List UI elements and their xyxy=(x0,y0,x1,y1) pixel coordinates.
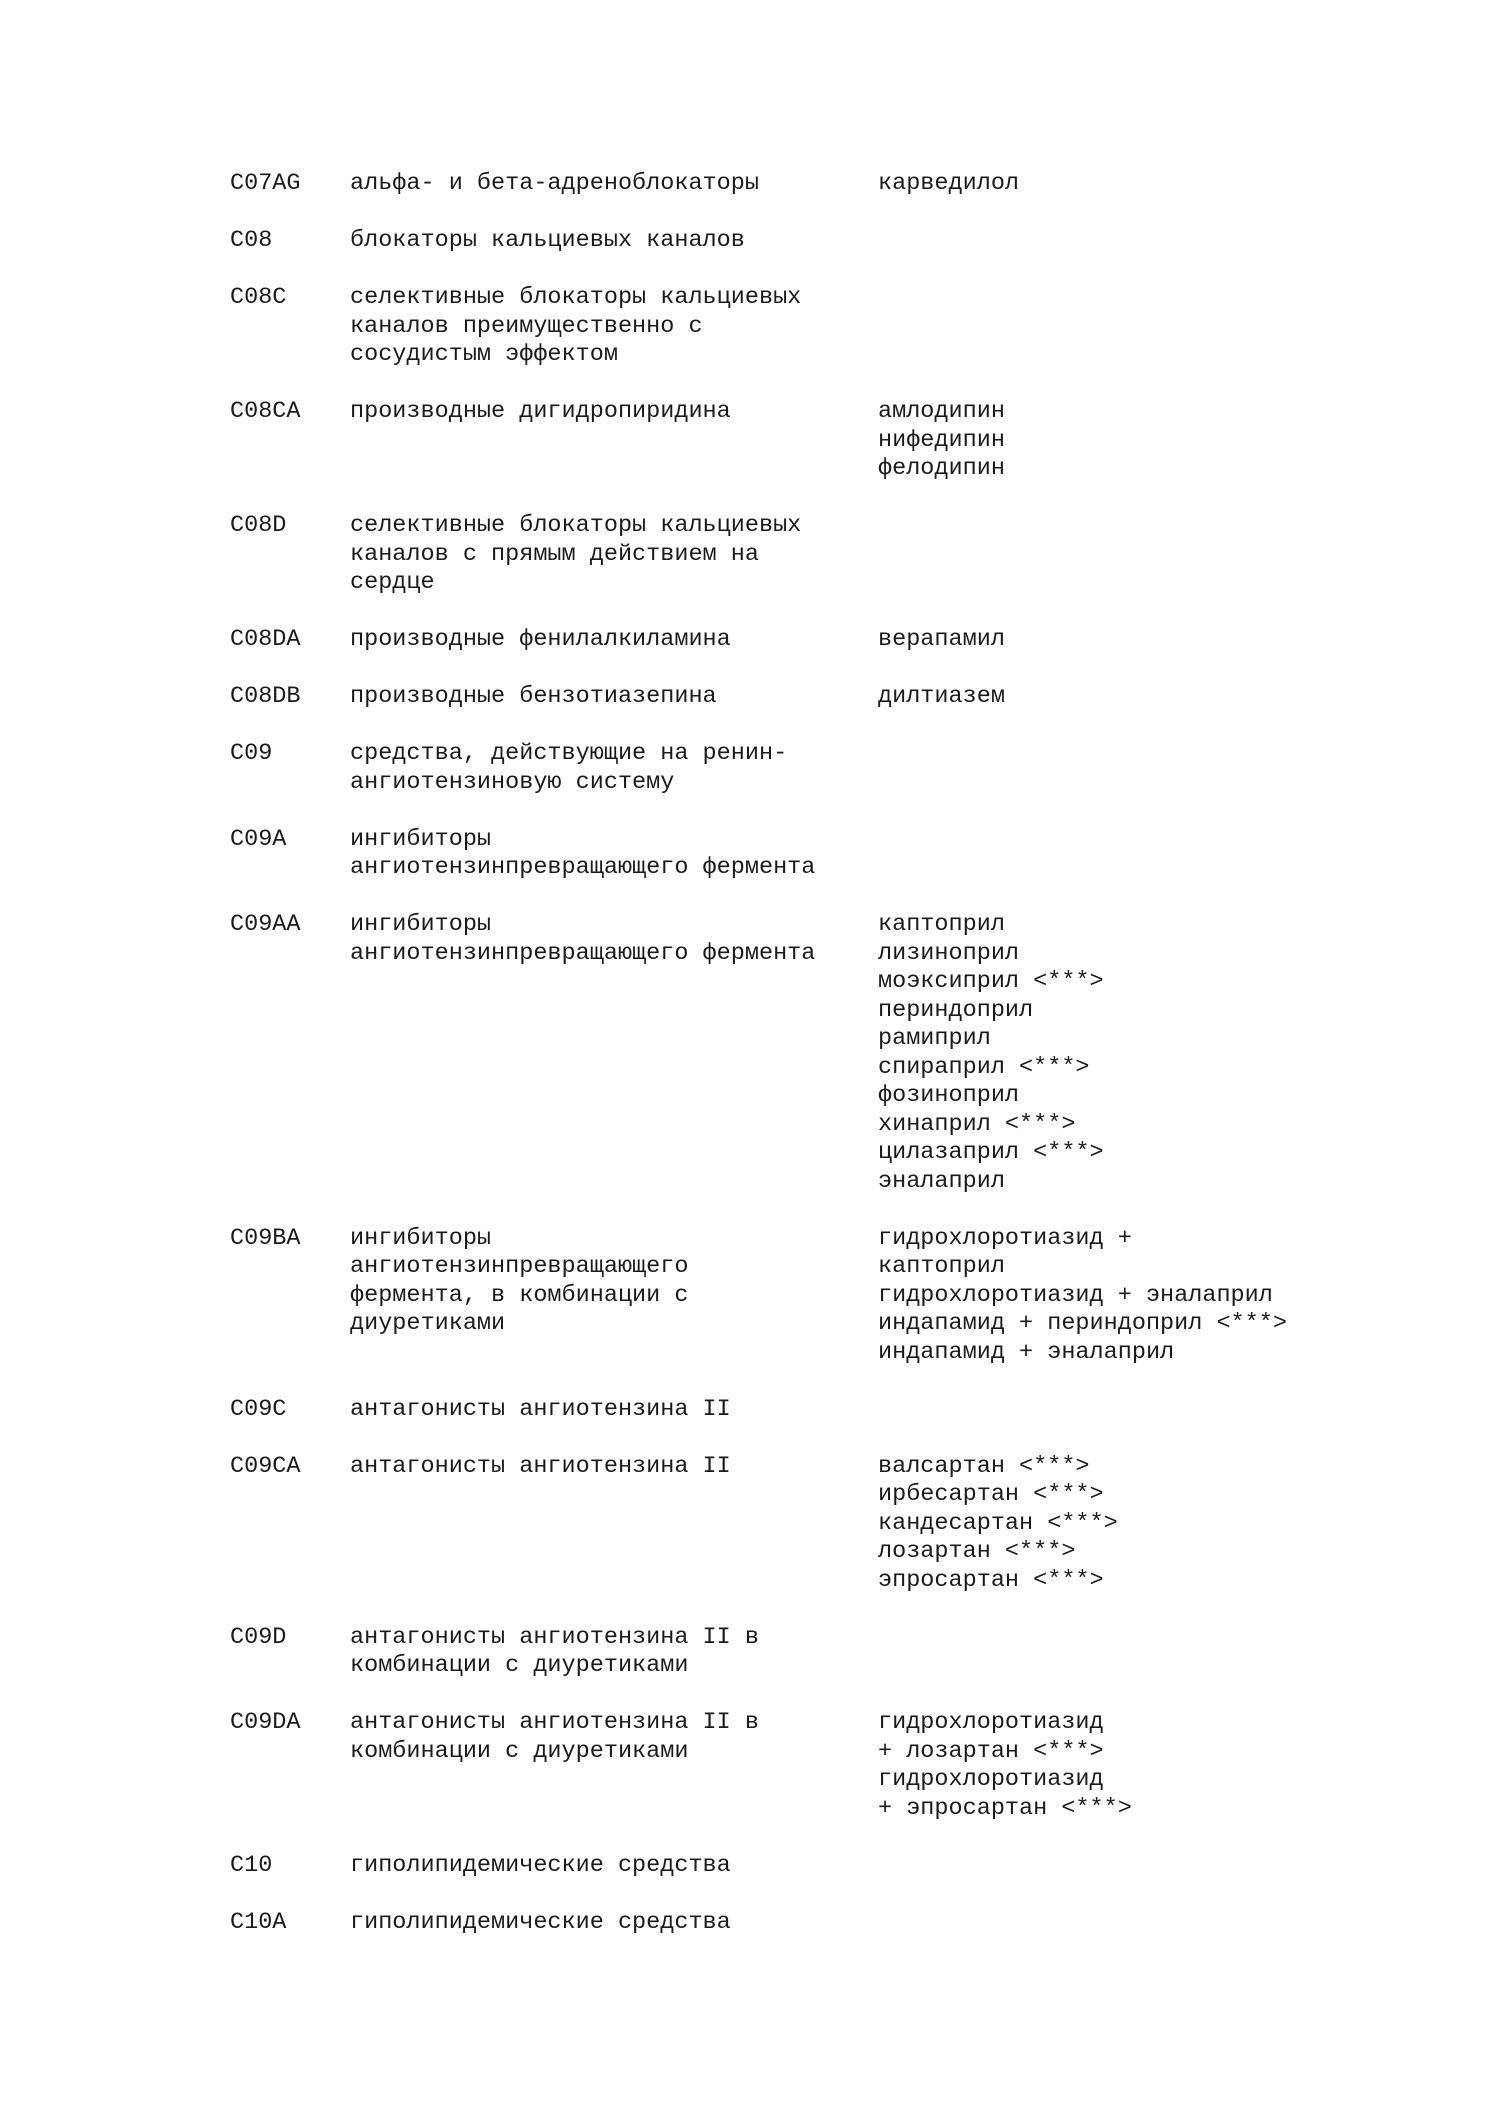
drug-list xyxy=(878,512,1430,598)
table-row xyxy=(230,1225,1430,1368)
drug-name: гидрохлоротиазид + эналаприл xyxy=(878,1281,1273,1309)
table-row xyxy=(230,284,1430,370)
group-description: блокаторы кальциевых каналов xyxy=(350,227,745,254)
drug-name: эпросартан <***> xyxy=(878,1566,1104,1594)
drug-name: карведилол xyxy=(878,170,1020,197)
table-row xyxy=(230,740,1430,797)
drug-name: цилазаприл <***> xyxy=(878,1139,1104,1166)
drug-name: периндоприл xyxy=(878,996,1034,1024)
drug-name: кандесартан <***> xyxy=(878,1509,1118,1537)
group-description: ингибиторы ангиотензинпревращающего фермента, в комбинации с диуретиками xyxy=(350,1224,689,1337)
atc-code: C08DB xyxy=(230,683,301,710)
drug-list xyxy=(878,1624,1430,1681)
group-description: средства, действующие на ренин- ангиотензиновую систему xyxy=(350,740,788,796)
atc-code: C08D xyxy=(230,512,287,539)
drug-name: гидрохлоротиазид xyxy=(878,1766,1104,1793)
drug-name: ирбесартан <***> xyxy=(878,1481,1104,1508)
drug-list xyxy=(878,1909,1430,1938)
atc-table xyxy=(230,170,1430,1966)
table-row xyxy=(230,1453,1430,1596)
drug-name: гидрохлоротиазид + xyxy=(878,1224,1132,1252)
table-row xyxy=(230,1396,1430,1425)
drug-name: индапамид + периндоприл <***> xyxy=(878,1310,1287,1337)
drug-name: эналаприл xyxy=(878,1167,1005,1195)
table-row xyxy=(230,1709,1430,1823)
drug-list xyxy=(878,1852,1430,1881)
atc-code: C10 xyxy=(230,1851,273,1879)
group-description: гиполипидемические средства xyxy=(350,1908,731,1936)
drug-list xyxy=(878,740,1430,797)
atc-code: C08DA xyxy=(230,626,301,653)
atc-code: C08C xyxy=(230,284,287,311)
drug-list xyxy=(878,1396,1430,1425)
table-row xyxy=(230,1909,1430,1938)
drug-name: индапамид + эналаприл xyxy=(878,1338,1175,1366)
group-description: селективные блокаторы кальциевых каналов с прямым действием на сердце xyxy=(350,512,802,596)
drug-list xyxy=(878,284,1430,370)
table-row xyxy=(230,683,1430,712)
drug-name: каптоприл xyxy=(878,1253,1005,1280)
group-description: антагонисты ангиотензина II xyxy=(350,1395,731,1423)
drug-list xyxy=(878,826,1430,883)
drug-name: лозартан <***> xyxy=(878,1538,1076,1565)
group-description: антагонисты ангиотензина II в комбинации с диуретиками xyxy=(350,1623,759,1679)
drug-list xyxy=(878,683,1430,712)
drug-name: гидрохлоротиазид xyxy=(878,1709,1104,1736)
drug-list xyxy=(878,1709,1430,1823)
drug-name: валсартан <***> xyxy=(878,1452,1090,1480)
drug-name: моэксиприл <***> xyxy=(878,968,1104,995)
atc-code: C09C xyxy=(230,1395,287,1423)
atc-code: C09CA xyxy=(230,1452,301,1480)
table-row xyxy=(230,911,1430,1196)
group-description: антагонисты ангиотензина II xyxy=(350,1452,731,1480)
drug-list xyxy=(878,1453,1430,1596)
atc-code: C10A xyxy=(230,1908,287,1936)
atc-code: C08CA xyxy=(230,398,301,425)
drug-list xyxy=(878,911,1430,1196)
table-row xyxy=(230,1852,1430,1881)
table-row xyxy=(230,227,1430,256)
drug-name: + эпросартан <***> xyxy=(878,1794,1132,1822)
drug-name: хинаприл <***> xyxy=(878,1110,1076,1138)
table-row xyxy=(230,826,1430,883)
atc-code: C08 xyxy=(230,227,273,254)
drug-name: лизиноприл xyxy=(878,939,1020,967)
drug-name: фозиноприл xyxy=(878,1082,1020,1109)
drug-list xyxy=(878,170,1430,199)
table-row xyxy=(230,398,1430,484)
drug-list xyxy=(878,227,1430,256)
group-description: антагонисты ангиотензина II в комбинации с диуретиками xyxy=(350,1709,759,1765)
group-description: производные фенилалкиламина xyxy=(350,626,731,653)
drug-name: верапамил xyxy=(878,626,1005,653)
group-description: производные дигидропиридина xyxy=(350,398,731,425)
drug-list xyxy=(878,1225,1430,1368)
group-description: гиполипидемические средства xyxy=(350,1851,731,1879)
table-row xyxy=(230,626,1430,655)
drug-list xyxy=(878,626,1430,655)
atc-code: C09 xyxy=(230,740,273,767)
atc-code: C09D xyxy=(230,1623,287,1651)
group-description: ингибиторы ангиотензинпревращающего фермента xyxy=(350,911,816,967)
atc-code: C09A xyxy=(230,825,287,853)
drug-name: рамиприл xyxy=(878,1025,991,1052)
drug-name: дилтиазем xyxy=(878,683,1005,710)
group-description: альфа- и бета-адреноблокаторы xyxy=(350,170,759,197)
atc-code: C07AG xyxy=(230,170,301,197)
drug-name: амлодипин xyxy=(878,398,1005,425)
atc-code: C09DA xyxy=(230,1709,301,1736)
drug-name: + лозартан <***> xyxy=(878,1737,1104,1765)
group-description: ингибиторы ангиотензинпревращающего фермента xyxy=(350,825,816,881)
group-description: производные бензотиазепина xyxy=(350,683,717,710)
atc-code: C09AA xyxy=(230,911,301,938)
atc-code: C09BA xyxy=(230,1224,301,1252)
drug-name: каптоприл xyxy=(878,911,1005,938)
group-description: селективные блокаторы кальциевых каналов преимущественно с сосудистым эффектом xyxy=(350,284,802,368)
table-row xyxy=(230,170,1430,199)
table-row xyxy=(230,512,1430,598)
drug-name: фелодипин xyxy=(878,455,1005,482)
drug-list xyxy=(878,398,1430,484)
drug-name: спираприл <***> xyxy=(878,1053,1090,1081)
table-row xyxy=(230,1624,1430,1681)
drug-name: нифедипин xyxy=(878,426,1005,454)
